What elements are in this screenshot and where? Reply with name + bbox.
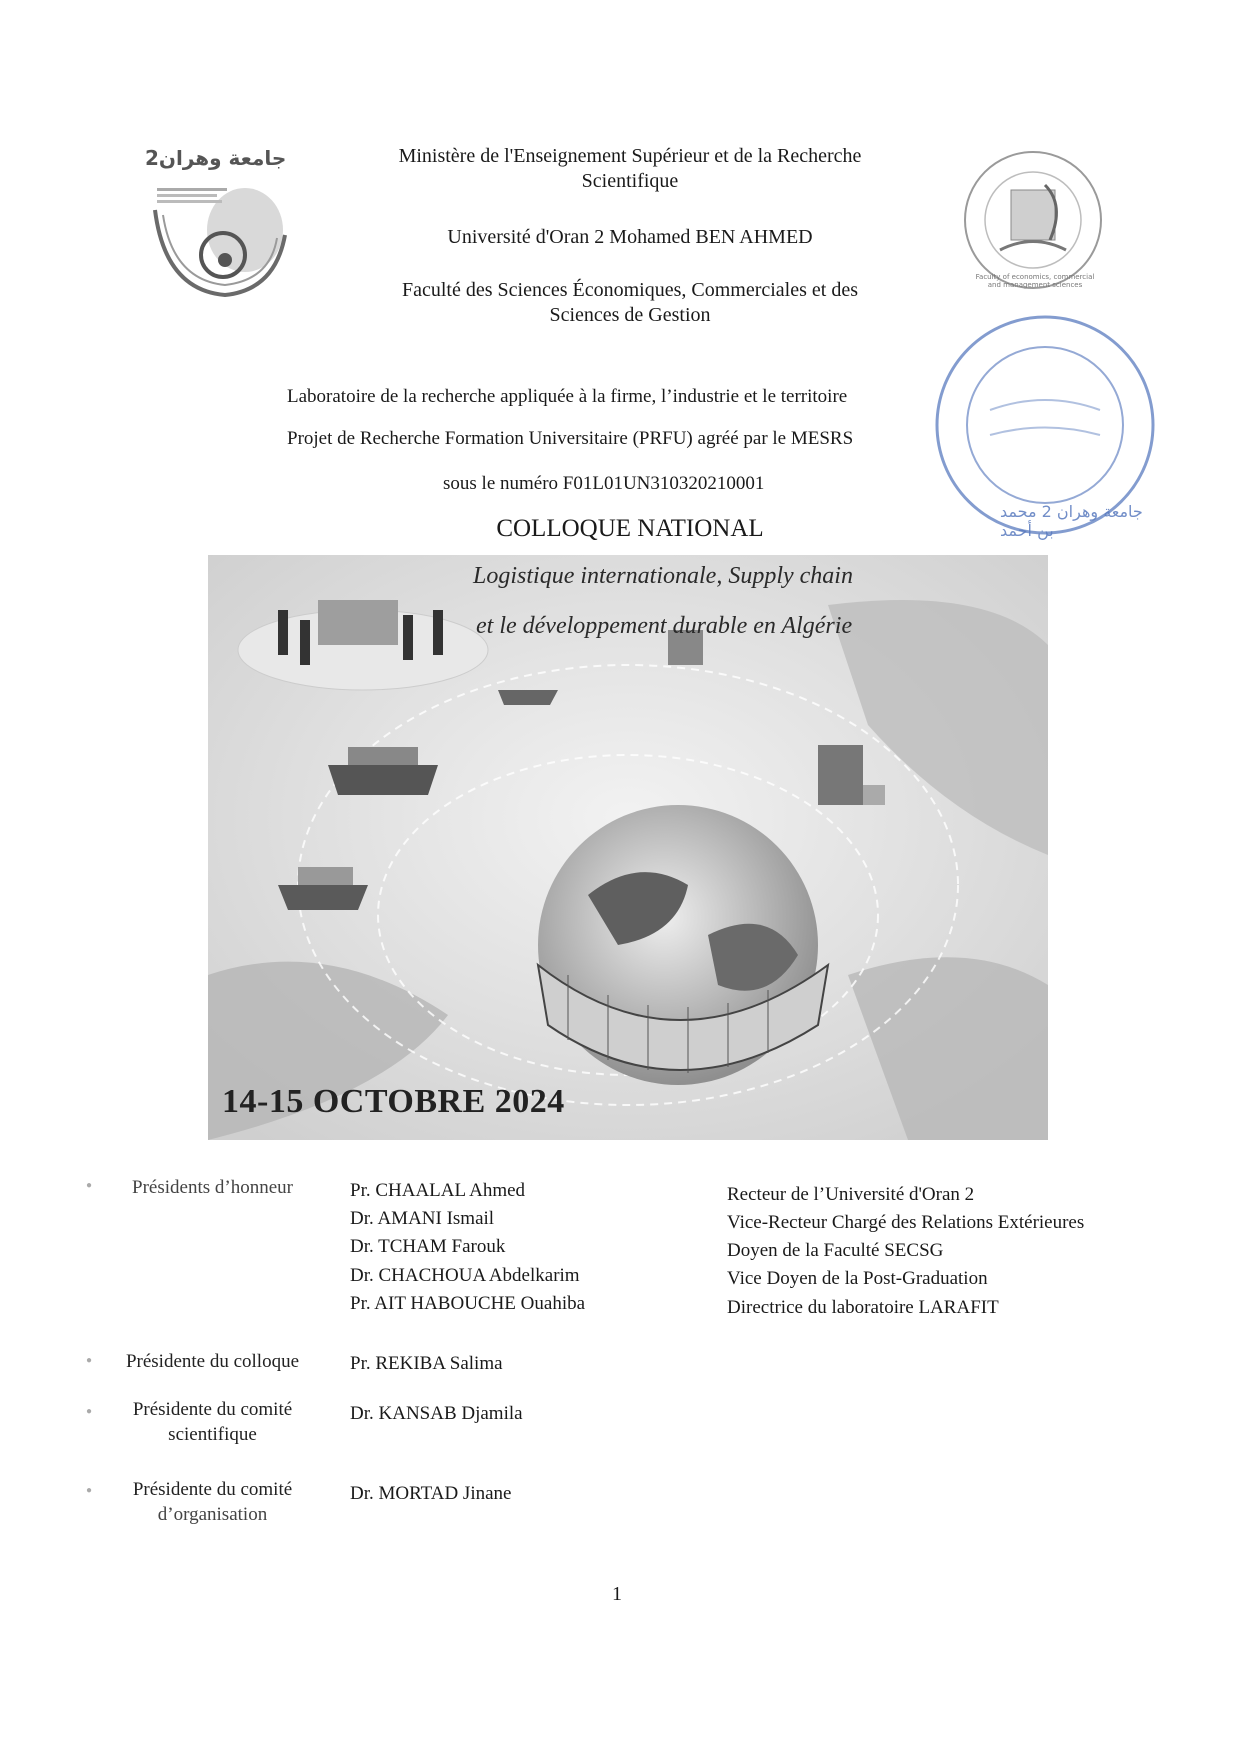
honor-role-5: Directrice du laboratoire LARAFIT (727, 1297, 999, 1318)
banner-subtitle-2: et le développement durable en Algérie (476, 613, 853, 639)
faculty-line-1: Faculté des Sciences Économiques, Commerciales et des (402, 279, 858, 301)
bullet-dot: ● (86, 1355, 93, 1366)
honor-name-3: Dr. TCHAM Farouk (350, 1236, 506, 1257)
bullet-dot: ● (86, 1406, 93, 1417)
scientific-president: Dr. KANSAB Djamila (350, 1403, 523, 1424)
right-logo-text: Faculty of economics, commercial and management sciences (975, 273, 1095, 289)
honor-role-1: Recteur de l’Université d'Oran 2 (727, 1184, 975, 1205)
ministry-line-1: Ministère de l'Enseignement Supérieur et de la Recherche (398, 145, 862, 167)
honor-label: Présidents d’honneur (132, 1177, 293, 1198)
faculty-line-2: Sciences de Gestion (549, 304, 711, 326)
ministry-line-2: Scientifique (581, 170, 679, 192)
official-stamp (930, 310, 1160, 540)
organisation-label-2: d’organisation (157, 1504, 268, 1525)
scientific-label-2: scientifique (168, 1424, 257, 1445)
organisation-president: Dr. MORTAD Jinane (350, 1483, 512, 1504)
project-number: sous le numéro F01L01UN310320210001 (443, 473, 765, 494)
honor-name-4: Dr. CHACHOUA Abdelkarim (350, 1265, 580, 1286)
university-name: Université d'Oran 2 Mohamed BEN AHMED (447, 226, 813, 248)
scientific-label-1: Présidente du comité (132, 1399, 293, 1420)
stamp-text: جامعة وهران 2 محمد بن أحمد (1000, 502, 1143, 540)
colloque-president: Pr. REKIBA Salima (350, 1353, 503, 1374)
university-logo (145, 140, 295, 310)
honor-name-5: Pr. AIT HABOUCHE Ouahiba (350, 1293, 586, 1314)
page-number: 1 (612, 1583, 622, 1605)
honor-role-2: Vice-Recteur Chargé des Relations Extérieures (727, 1212, 1085, 1233)
honor-role-3: Doyen de la Faculté SECSG (727, 1240, 944, 1261)
banner-subtitle-1: Logistique internationale, Supply chain (473, 563, 853, 589)
left-logo-text: 2جامعة وهران (145, 146, 287, 170)
bullet-dot: ● (86, 1180, 93, 1191)
honor-role-4: Vice Doyen de la Post-Graduation (727, 1268, 988, 1289)
laboratory-line: Laboratoire de la recherche appliquée à la firme, l’industrie et le territoire (287, 386, 848, 407)
project-line: Projet de Recherche Formation Universitaire (PRFU) agréé par le MESRS (287, 428, 854, 449)
event-title: COLLOQUE NATIONAL (496, 515, 764, 542)
event-date: 14-15 OCTOBRE 2024 (222, 1083, 565, 1120)
organisation-label-1: Présidente du comité (132, 1479, 293, 1500)
event-banner (208, 555, 1048, 1140)
honor-name-1: Pr. CHAALAL Ahmed (350, 1180, 526, 1201)
honor-name-2: Dr. AMANI Ismail (350, 1208, 495, 1229)
colloque-label: Présidente du colloque (125, 1351, 300, 1372)
faculty-logo (945, 145, 1120, 295)
bullet-dot: ● (86, 1485, 93, 1496)
